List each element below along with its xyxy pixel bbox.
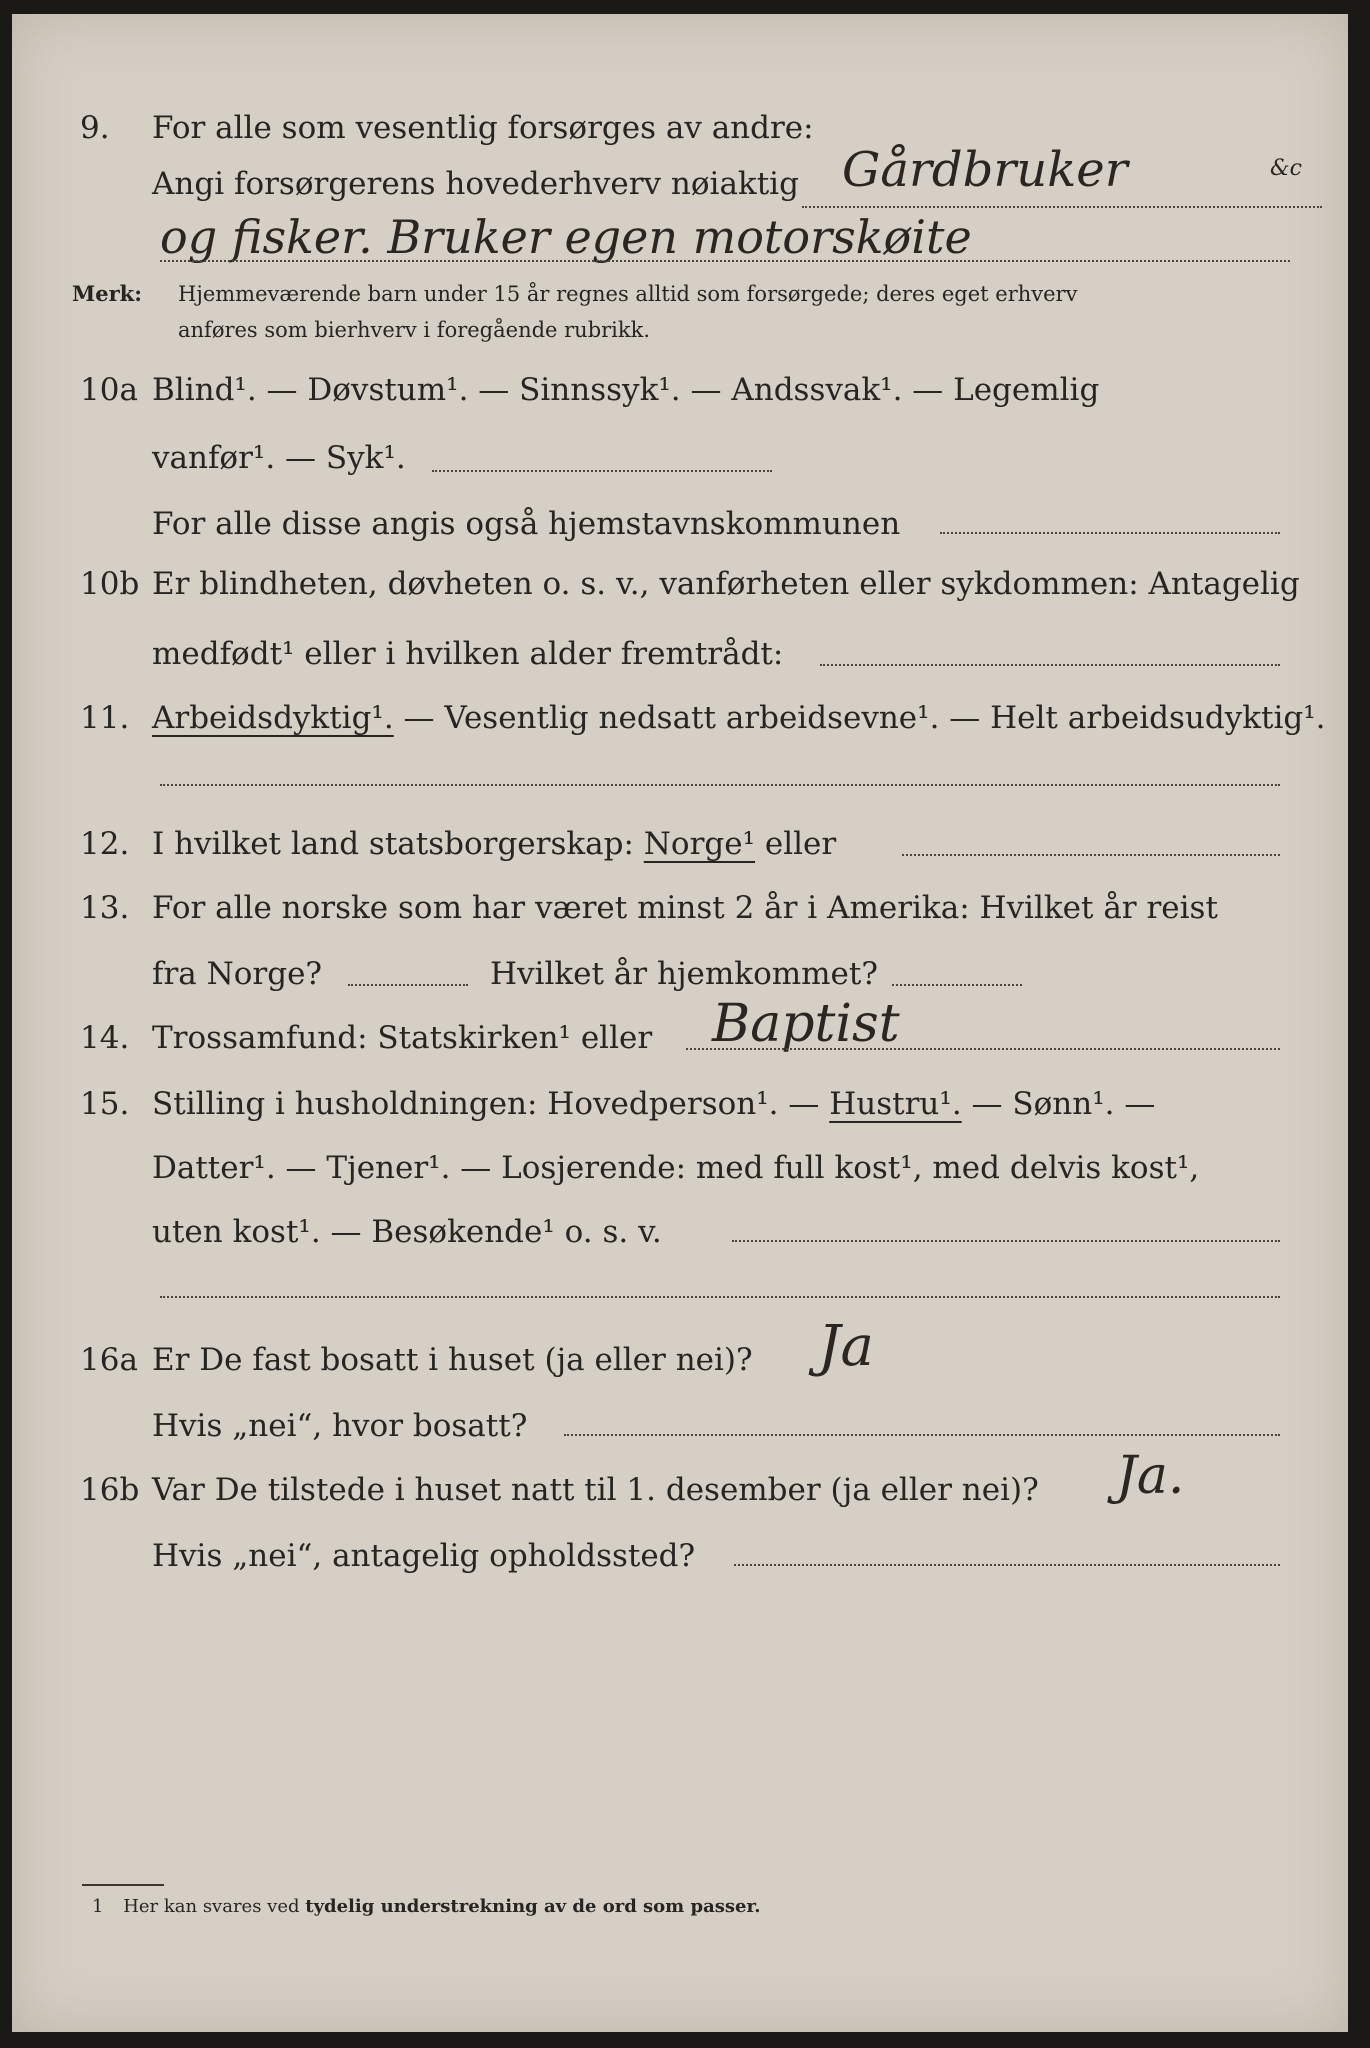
answer-line — [734, 1564, 1280, 1566]
footnote — [92, 1896, 761, 1917]
footnote-bold-text: tydelig understrekning av de ord som passer. — [305, 1896, 761, 1917]
answer-line — [820, 664, 1280, 666]
answer-line — [432, 470, 772, 472]
question-number: 13. — [80, 890, 130, 926]
underlined-answer: Arbeidsdyktig¹. — [152, 700, 394, 736]
underlined-answer: Norge¹ — [643, 826, 756, 862]
handwritten-answer-occupation-continued: og fisker. Bruker egen motorskøite — [160, 210, 972, 264]
handwritten-answer-present: Ja. — [1116, 1446, 1185, 1506]
question-number: 16b — [80, 1472, 140, 1508]
question-text: vanfør¹. — Syk¹. — [152, 440, 406, 476]
census-form-page — [12, 14, 1348, 2032]
answer-line — [348, 984, 468, 986]
question-text: fra Norge? — [152, 956, 323, 992]
question-number: 16a — [80, 1342, 138, 1378]
answer-line — [802, 206, 1322, 208]
question-text: Trossamfund: Statskirken¹ eller — [152, 1020, 653, 1056]
question-text: Er blindheten, døvheten o. s. v., vanførheten eller sykdommen: Antagelig — [152, 566, 1300, 602]
question-text: For alle disse angis også hjemstavnskommunen — [152, 506, 901, 542]
question-text: Datter¹. — Tjener¹. — Losjerende: med full kost¹, med delvis kost¹, — [152, 1150, 1200, 1186]
question-number: 10b — [80, 566, 140, 602]
question-text: Hvis „nei“, hvor bosatt? — [152, 1408, 528, 1444]
question-text: For alle som vesentlig forsørges av andre: — [152, 110, 814, 146]
question-text: Er De fast bosatt i huset (ja eller nei)? — [152, 1342, 753, 1378]
question-number: 9. — [80, 110, 110, 146]
answer-line — [892, 984, 1022, 986]
question-number: 11. — [80, 700, 130, 736]
footnote-mark: 1 — [92, 1896, 104, 1917]
answer-line — [160, 260, 1290, 262]
answer-line — [940, 532, 1280, 534]
note-text: anføres som bierhverv i foregående rubrikk. — [178, 318, 651, 342]
note-label: Merk: — [72, 281, 142, 306]
question-text: Hvis „nei“, antagelig opholdssted? — [152, 1538, 696, 1574]
question-number: 10a — [80, 372, 138, 408]
question-text: — Sønn¹. — — [961, 1086, 1156, 1122]
question-text: Hvilket år hjemkommet? — [490, 956, 878, 992]
question-text: I hvilket land statsborgerskap: — [152, 826, 644, 862]
underlined-answer: Hustru¹. — [829, 1086, 962, 1122]
question-text: eller — [755, 826, 837, 862]
question-text: For alle norske som har været minst 2 år i Amerika: Hvilket år reist — [152, 890, 1218, 926]
question-text: Angi forsørgerens hovederhverv nøiaktig — [152, 166, 799, 202]
question-number: 12. — [80, 826, 130, 862]
question-number: 14. — [80, 1020, 130, 1056]
question-text: — Vesentlig nedsatt arbeidsevne¹. — Helt arbeidsudyktig¹. — [393, 700, 1326, 736]
answer-line — [686, 1048, 1280, 1050]
note-text: Hjemmeværende barn under 15 år regnes alltid som forsørgede; deres eget erhverv — [178, 282, 1078, 306]
handwritten-answer-occupation: Gårdbruker — [842, 142, 1128, 198]
footnote-rule — [82, 1884, 164, 1886]
answer-line — [160, 1296, 1280, 1298]
question-text: Var De tilstede i huset natt til 1. desember (ja eller nei)? — [152, 1472, 1039, 1508]
answer-line — [732, 1240, 1280, 1242]
question-number: 15. — [80, 1086, 130, 1122]
footnote-text: Her kan svares ved — [123, 1896, 306, 1917]
answer-line — [564, 1434, 1280, 1436]
handwritten-answer-religion: Baptist — [712, 994, 900, 1054]
answer-line — [902, 854, 1280, 856]
question-text: uten kost¹. — Besøkende¹ o. s. v. — [152, 1214, 662, 1250]
handwritten-mark: &c — [1270, 156, 1302, 181]
question-text: medfødt¹ eller i hvilken alder fremtrådt: — [152, 636, 784, 672]
answer-line — [160, 784, 1280, 786]
question-text: Blind¹. — Døvstum¹. — Sinnssyk¹. — Andssvak¹. — Legemlig — [152, 372, 1100, 408]
handwritten-answer-resident: Ja — [818, 1314, 874, 1379]
question-text: Stilling i husholdningen: Hovedperson¹. — — [152, 1086, 830, 1122]
